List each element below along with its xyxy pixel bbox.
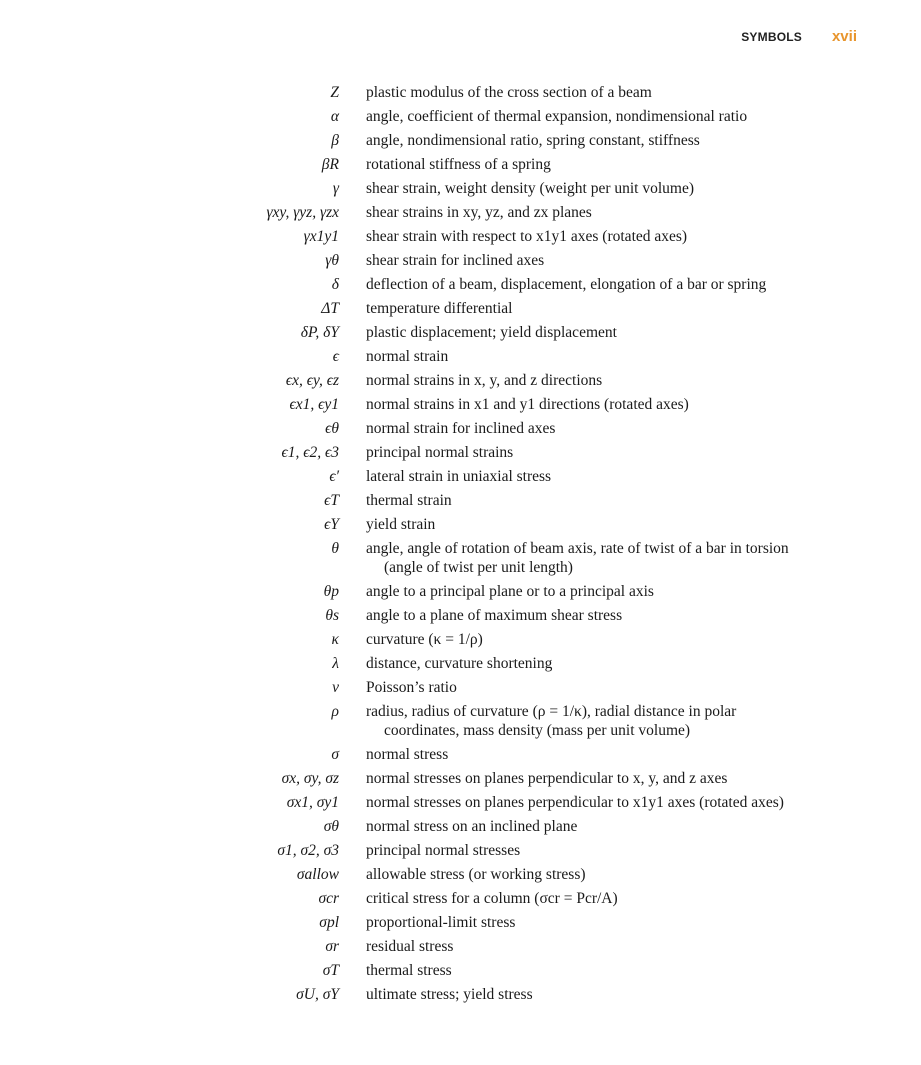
symbol: θs: [325, 607, 339, 624]
symbol-row: [0, 678, 921, 697]
symbol: ϵY: [324, 516, 339, 533]
definition: angle, coefficient of thermal expansion, nondimensional ratio: [366, 108, 748, 125]
definition: plastic modulus of the cross section of a beam: [366, 84, 652, 101]
definition: principal normal strains: [366, 444, 514, 461]
definition: normal stresses on planes perpendicular to x, y, and z axes: [366, 770, 728, 787]
symbol: λ: [332, 655, 339, 672]
definition: Poisson’s ratio: [366, 679, 457, 696]
symbol-row: [0, 395, 921, 414]
symbol-row: [0, 323, 921, 342]
symbol-row: [0, 582, 921, 601]
definition: normal strains in x1 and y1 directions (rotated axes): [366, 396, 689, 413]
symbol-row: [0, 83, 921, 102]
symbol-row: [0, 745, 921, 764]
symbol: ϵ′: [329, 468, 339, 485]
symbol: δP, δY: [300, 324, 339, 341]
definition: shear strains in xy, yz, and zx planes: [366, 204, 592, 221]
symbol: σpl: [319, 914, 339, 931]
symbol-row: [0, 371, 921, 390]
definition: angle to a plane of maximum shear stress: [366, 607, 623, 624]
definition: thermal strain: [366, 492, 452, 509]
definition: normal strain: [366, 348, 449, 365]
symbol: σallow: [296, 866, 339, 883]
symbol: ϵx, ϵy, ϵz: [285, 372, 339, 389]
definition: allowable stress (or working stress): [366, 866, 586, 883]
symbol: σ: [331, 746, 339, 763]
symbol-row: [0, 817, 921, 836]
symbol: σx, σy, σz: [281, 770, 339, 787]
symbol-row: [0, 131, 921, 150]
symbol: σcr: [318, 890, 339, 907]
symbol: ϵ: [332, 348, 339, 365]
definition: proportional-limit stress: [366, 914, 516, 931]
definition: ultimate stress; yield stress: [366, 986, 533, 1003]
definition: normal strains in x, y, and z directions: [366, 372, 603, 389]
definition: temperature differential: [366, 300, 513, 317]
symbol: θp: [323, 583, 339, 600]
definition: shear strain with respect to x1y1 axes (rotated axes): [366, 228, 688, 245]
symbol: δ: [331, 276, 339, 293]
symbol-row: [0, 961, 921, 980]
symbol: ϵθ: [325, 420, 339, 437]
definition: rotational stiffness of a spring: [366, 156, 551, 173]
symbol-row: [0, 443, 921, 462]
symbol-row: [0, 275, 921, 294]
symbol-row: [0, 347, 921, 366]
symbol: σ1, σ2, σ3: [277, 842, 339, 859]
symbol: σT: [322, 962, 339, 979]
symbol: σx1, σy1: [286, 794, 339, 811]
symbol-row: [0, 227, 921, 246]
symbol: β: [331, 132, 339, 149]
symbol: σθ: [323, 818, 339, 835]
definition: shear strain, weight density (weight per unit volume): [366, 180, 695, 197]
definition: critical stress for a column (σcr = Pcr/A): [366, 890, 618, 907]
definition: normal stresses on planes perpendicular to x1y1 axes (rotated axes): [366, 794, 784, 811]
definition: normal strain for inclined axes: [366, 420, 556, 437]
definition: angle to a principal plane or to a principal axis: [366, 583, 654, 600]
symbol-row: [0, 793, 921, 812]
symbol-row: [0, 769, 921, 788]
definition-continuation: (angle of twist per unit length): [384, 559, 573, 576]
symbol-row: [0, 937, 921, 956]
symbol-row: [0, 985, 921, 1004]
symbol-row: [0, 606, 921, 625]
definition: normal stress on an inclined plane: [366, 818, 578, 835]
definition: shear strain for inclined axes: [366, 252, 545, 269]
symbol: γx1y1: [303, 228, 339, 245]
definition: principal normal stresses: [366, 842, 521, 859]
symbol: σr: [325, 938, 339, 955]
symbol-row: [0, 251, 921, 270]
definition: residual stress: [366, 938, 454, 955]
definition: normal stress: [366, 746, 449, 763]
running-header: [741, 28, 857, 45]
symbol-row: [0, 865, 921, 884]
symbol-row: [0, 155, 921, 174]
symbol-row: [0, 702, 921, 740]
definition: distance, curvature shortening: [366, 655, 553, 672]
symbol: βR: [321, 156, 339, 173]
symbol-row: [0, 491, 921, 510]
definition-line: radius, radius of curvature (ρ = 1/κ), radial distance in polar: [366, 703, 737, 720]
symbol: α: [330, 108, 339, 125]
symbol: σU, σY: [296, 986, 339, 1003]
symbol-row: [0, 203, 921, 222]
symbol: ρ: [331, 703, 339, 720]
page-number: xvii: [831, 28, 857, 45]
symbol-row: [0, 419, 921, 438]
symbol-row: [0, 179, 921, 198]
definition: angle, nondimensional ratio, spring constant, stiffness: [366, 132, 700, 149]
symbol-row: [0, 539, 921, 577]
symbol-row: [0, 841, 921, 860]
definition: [366, 702, 836, 740]
definition-continuation: coordinates, mass density (mass per unit volume): [384, 722, 691, 739]
symbol-row: [0, 467, 921, 486]
symbol: κ: [331, 631, 339, 648]
symbol: γθ: [325, 252, 339, 269]
definition: deflection of a beam, displacement, elongation of a bar or spring: [366, 276, 767, 293]
symbol: ν: [332, 679, 339, 696]
definition-line: angle, angle of rotation of beam axis, rate of twist of a bar in torsion: [366, 540, 789, 557]
symbol: γ: [332, 180, 339, 197]
definition: [366, 539, 836, 577]
symbol: ϵx1, ϵy1: [289, 396, 339, 413]
definition: plastic displacement; yield displacement: [366, 324, 617, 341]
symbol-row: [0, 299, 921, 318]
symbol: ϵT: [324, 492, 339, 509]
section-title: SYMBOLS: [741, 30, 802, 44]
symbols-list: [0, 83, 921, 1009]
symbol: γxy, γyz, γzx: [266, 204, 339, 221]
symbol-row: [0, 630, 921, 649]
symbol: Z: [330, 84, 339, 101]
symbol: ΔT: [321, 300, 339, 317]
definition: yield strain: [366, 516, 436, 533]
symbol-row: [0, 913, 921, 932]
definition: thermal stress: [366, 962, 452, 979]
definition: lateral strain in uniaxial stress: [366, 468, 552, 485]
symbol-row: [0, 515, 921, 534]
symbol: θ: [331, 540, 339, 557]
symbol: ϵ1, ϵ2, ϵ3: [281, 444, 339, 461]
symbol-row: [0, 654, 921, 673]
definition: curvature (κ = 1/ρ): [366, 631, 483, 648]
symbol-row: [0, 889, 921, 908]
symbol-row: [0, 107, 921, 126]
